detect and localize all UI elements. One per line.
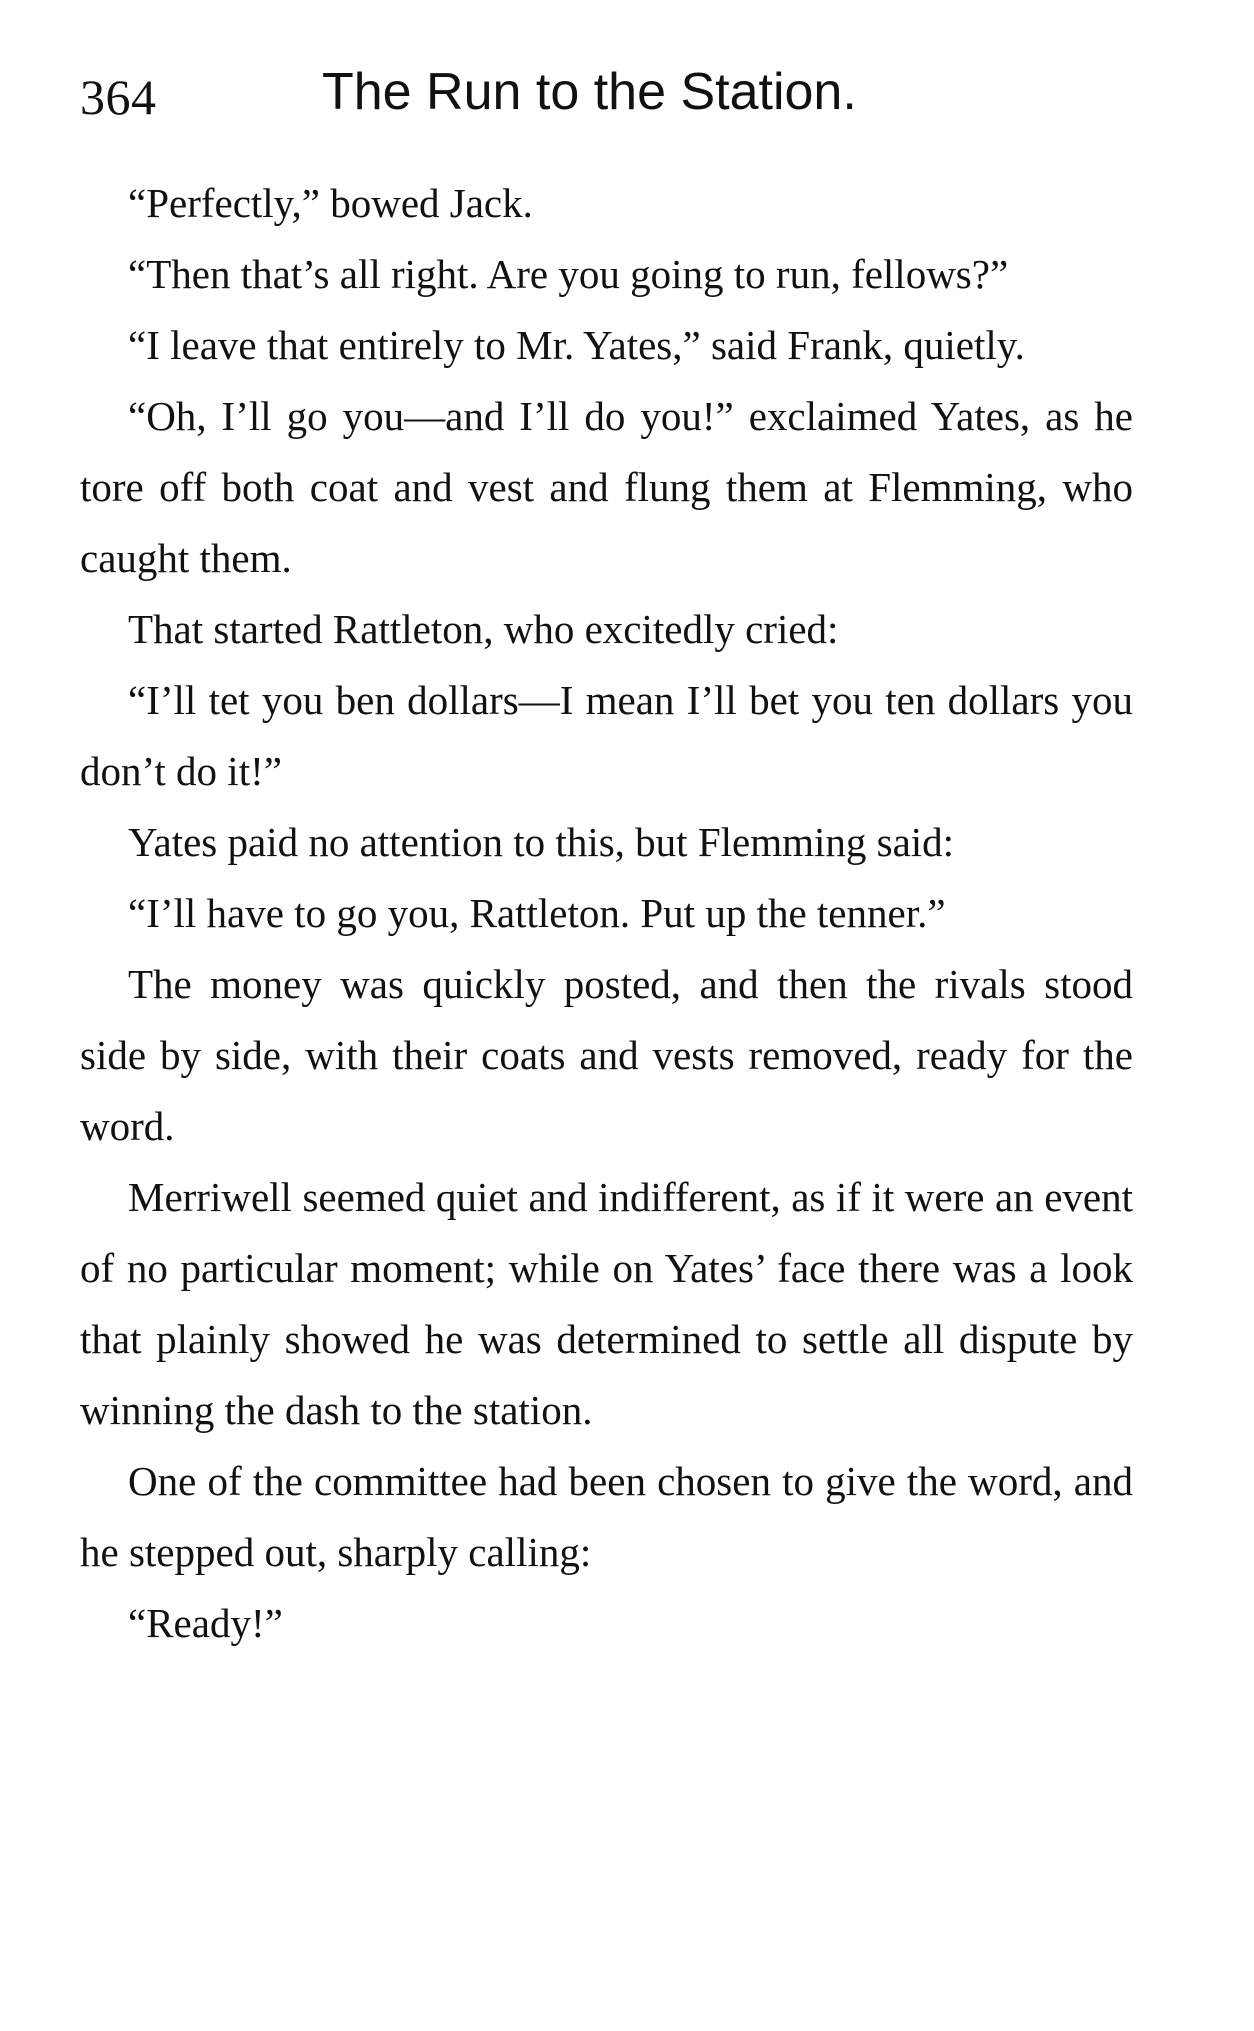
- paragraph: “I’ll tet you ben dollars—I mean I’ll bet you ten dollars you don’t do it!”: [80, 677, 1133, 794]
- paragraph: One of the committee had been chosen to give the word, and he stepped out, sharply calling:: [80, 1458, 1133, 1575]
- paragraph: “I’ll have to go you, Rattleton. Put up the tenner.”: [128, 890, 946, 936]
- paragraph: That started Rattleton, who excitedly cried:: [128, 606, 839, 652]
- running-head: [80, 62, 1140, 142]
- paragraph: “Perfectly,” bowed Jack.: [128, 180, 533, 226]
- paragraph: Merriwell seemed quiet and indifferent, as if it were an event of no particular moment; while on Yates’ face there was a look that plainly showed he was determined to settle all dispute by winning the dash to the station.: [80, 1174, 1133, 1433]
- paragraph: The money was quickly posted, and then the rivals stood side by side, with their coats and vests removed, ready for the word.: [80, 961, 1133, 1149]
- paragraph: “I leave that entirely to Mr. Yates,” said Frank, quietly.: [128, 322, 1025, 368]
- paragraph: “Oh, I’ll go you—and I’ll do you!” exclaimed Yates, as he tore off both coat and vest and flung them at Flemming, who caught them.: [80, 393, 1133, 581]
- page-number: 364: [80, 69, 157, 125]
- paragraph: Yates paid no attention to this, but Flemming said:: [128, 819, 955, 865]
- paragraph: “Then that’s all right. Are you going to run, fellows?”: [128, 251, 1009, 297]
- paragraph: “Ready!”: [128, 1600, 283, 1646]
- body-text: [80, 168, 1133, 1659]
- chapter-title: The Run to the Station.: [322, 63, 857, 121]
